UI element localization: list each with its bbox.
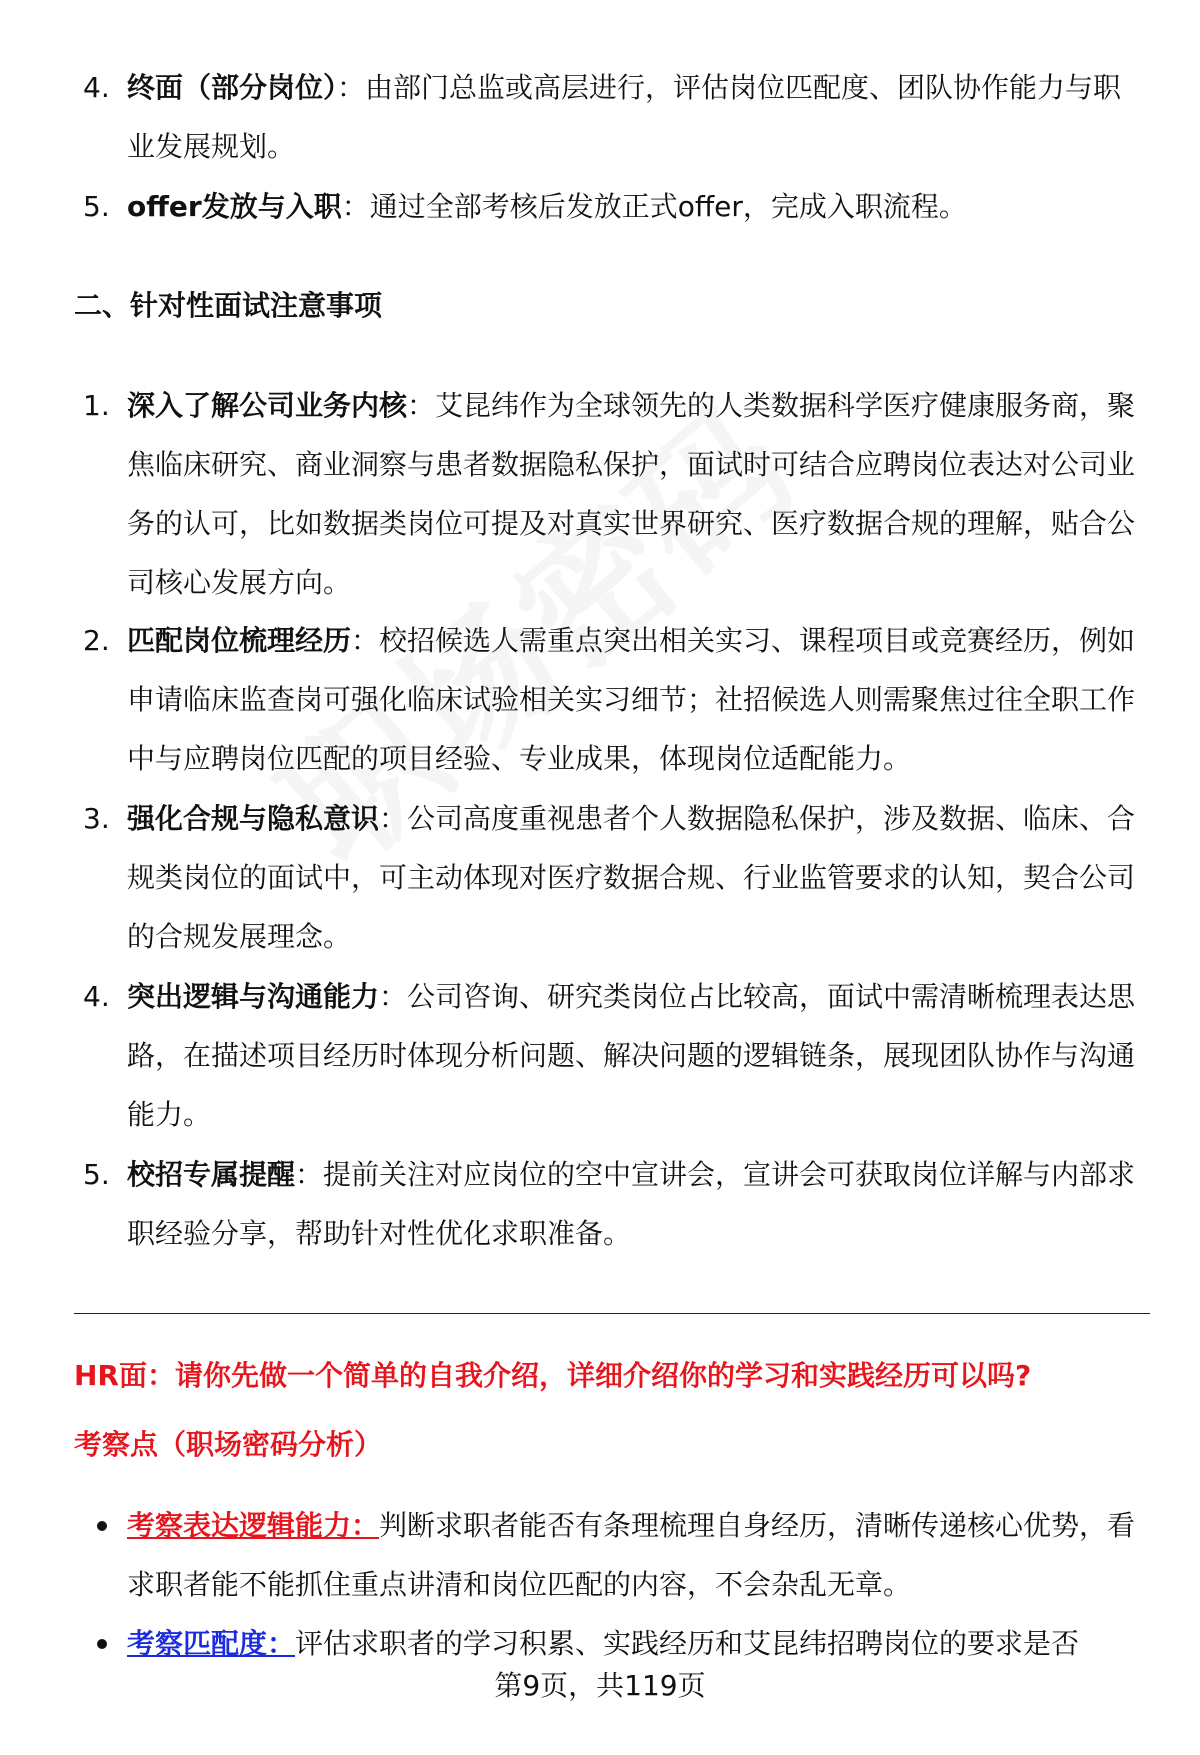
bullet-text: 评估求职者的学习积累、实践经历和艾昆纬招聘岗位的要求是否 bbox=[295, 1627, 1080, 1660]
item-text: ：通过全部考核后发放正式offer，完成入职流程。 bbox=[341, 190, 967, 223]
item-label: 强化合规与隐私意识 bbox=[127, 802, 380, 835]
item-text: ：艾昆纬作为全球领先的人类数据科学医疗健康服务商，聚焦临床研究、商业洞察与患者数据隐私保护，面试时可结合应聘岗位表达对公司业务的认可，比如数据类岗位可提及对真实世界研究、医疗数据合规的理解，贴合公司核心发展方向。 bbox=[127, 389, 1136, 599]
bullet-text: 判断求职者能否有条理梳理自身经历，清晰传递核心优势，看求职者能不能抓住重点讲清和岗位匹配的内容，不会杂乱无章。 bbox=[127, 1509, 1136, 1601]
tip-item-5 bbox=[83, 1145, 1139, 1263]
item-text: ：校招候选人需重点突出相关实习、课程项目或竞赛经历，例如申请临床监查岗可强化临床试验相关实习细节；社招候选人则需聚焦过往全职工作中与应聘岗位匹配的项目经验、专业成果，体现岗位适配能力。 bbox=[127, 624, 1136, 775]
bullet-icon bbox=[97, 1521, 107, 1531]
tip-item-4 bbox=[83, 967, 1139, 1144]
item-label: offer发放与入职 bbox=[127, 190, 342, 223]
item-text: ：公司咨询、研究类岗位占比较高，面试中需清晰梳理表达思路，在描述项目经历时体现分析问题、解决问题的逻辑链条，展现团队协作与沟通能力。 bbox=[127, 980, 1136, 1131]
bullet-label: 考察表达逻辑能力： bbox=[127, 1509, 380, 1542]
item-number: 3. bbox=[83, 802, 110, 835]
item-number: 1. bbox=[83, 389, 110, 422]
item-number: 2. bbox=[83, 624, 110, 657]
tip-item-1 bbox=[83, 376, 1139, 612]
item-label: 匹配岗位梳理经历 bbox=[127, 624, 352, 657]
item-text: ：由部门总监或高层进行，评估岗位匹配度、团队协作能力与职业发展规划。 bbox=[127, 71, 1122, 163]
process-item-5 bbox=[83, 177, 1139, 236]
tip-item-3 bbox=[83, 789, 1139, 966]
page-footer: 第9页，共119页 bbox=[494, 1669, 706, 1702]
item-label: 校招专属提醒 bbox=[127, 1158, 296, 1191]
item-number: 4. bbox=[83, 71, 110, 104]
item-text: ：公司高度重视患者个人数据隐私保护，涉及数据、临床、合规类岗位的面试中，可主动体现对医疗数据合规、行业监管要求的认知，契合公司的合规发展理念。 bbox=[127, 802, 1136, 953]
tip-item-2 bbox=[83, 611, 1139, 788]
section-heading: 二、针对性面试注意事项 bbox=[74, 289, 383, 322]
process-item-4 bbox=[83, 58, 1139, 176]
hr-question: HR面：请你先做一个简单的自我介绍，详细介绍你的学习和实践经历可以吗? bbox=[74, 1359, 1032, 1392]
item-label: 突出逻辑与沟通能力 bbox=[127, 980, 380, 1013]
assessment-bullet-1 bbox=[127, 1496, 1139, 1614]
assessment-heading: 考察点（职场密码分析） bbox=[74, 1428, 383, 1461]
item-number: 5. bbox=[83, 1158, 110, 1191]
item-number: 4. bbox=[83, 980, 110, 1013]
item-label: 深入了解公司业务内核 bbox=[127, 389, 408, 422]
item-text: ：提前关注对应岗位的空中宣讲会，宣讲会可获取岗位详解与内部求职经验分享，帮助针对性优化求职准备。 bbox=[127, 1158, 1136, 1250]
item-number: 5. bbox=[83, 190, 110, 223]
item-label: 终面（部分岗位） bbox=[127, 71, 338, 104]
bullet-icon bbox=[97, 1639, 107, 1649]
divider bbox=[74, 1313, 1150, 1314]
bullet-label: 考察匹配度： bbox=[127, 1627, 296, 1660]
